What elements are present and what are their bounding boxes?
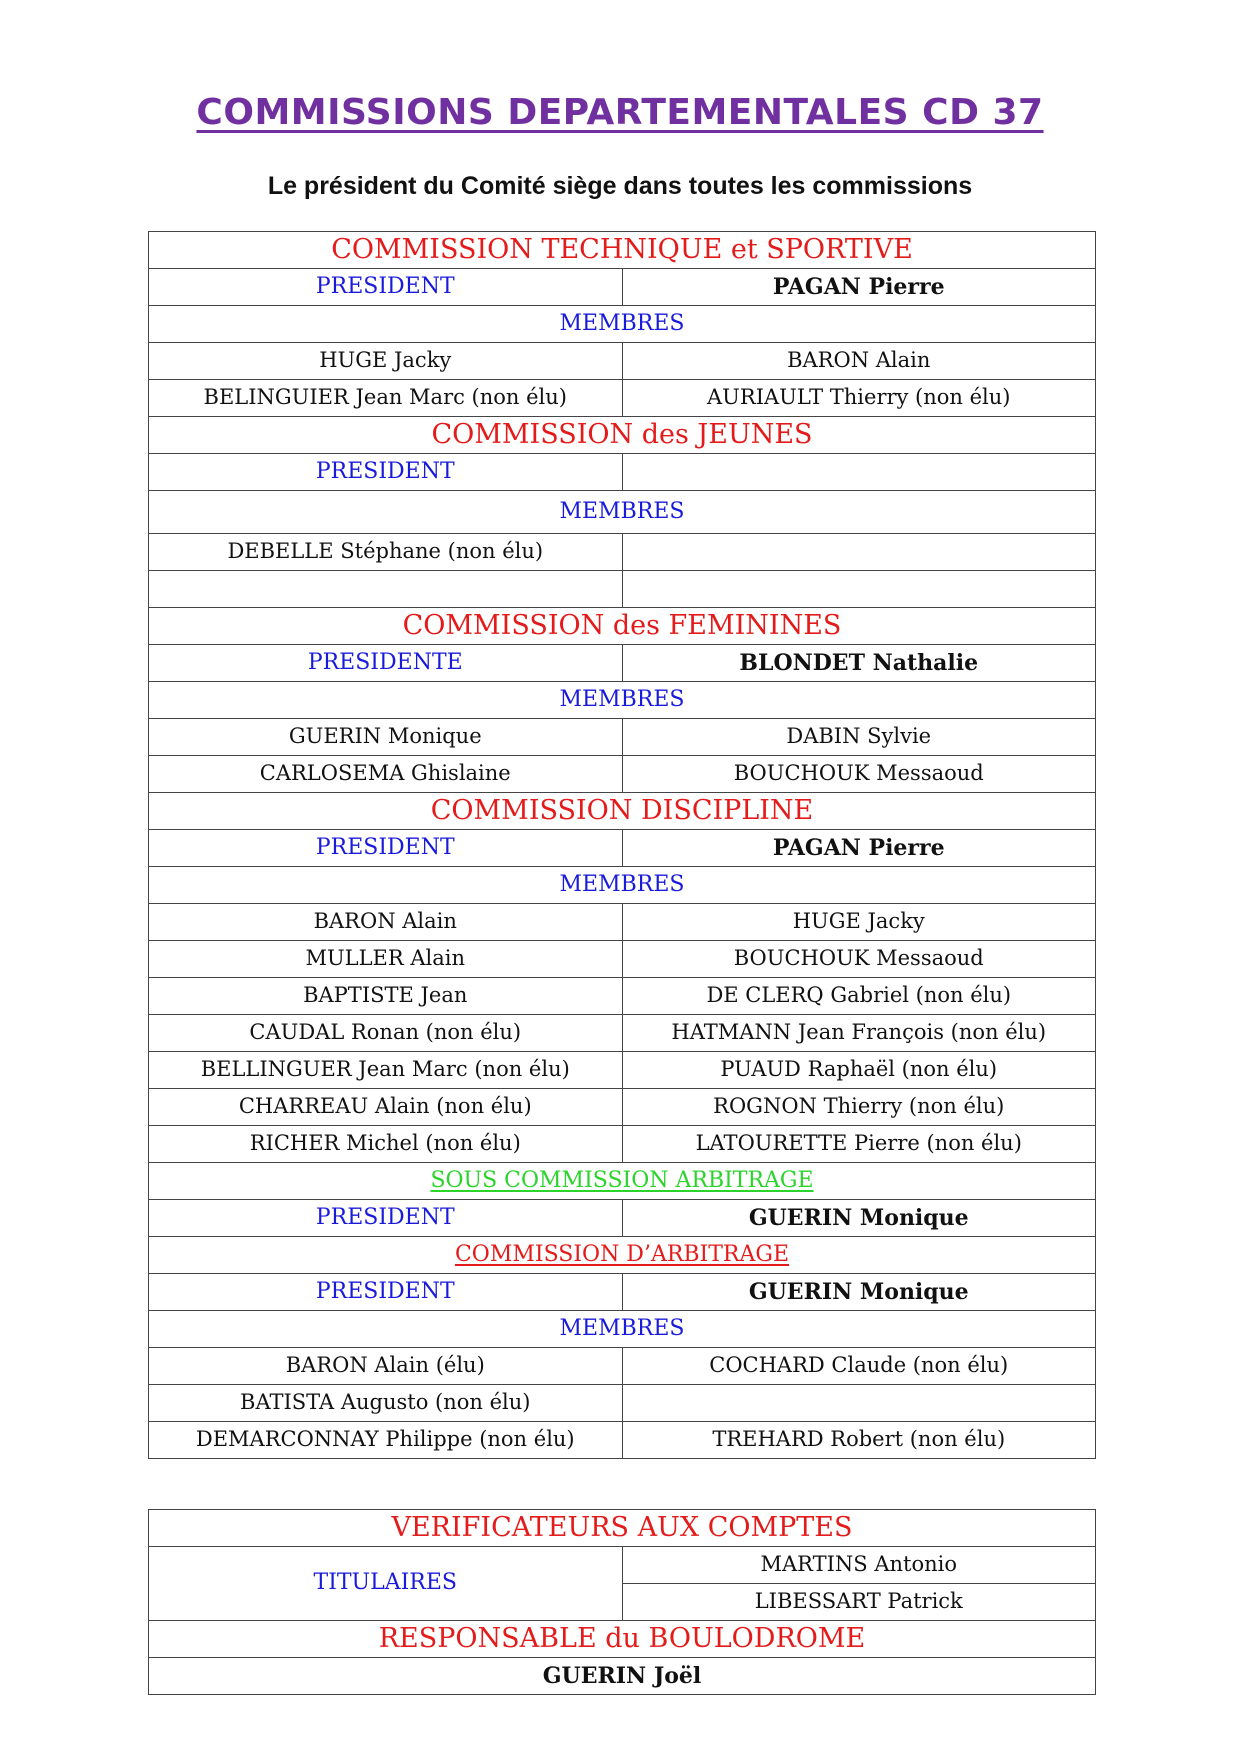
members-label: MEMBRES	[149, 306, 1096, 343]
titulaire-name: MARTINS Antonio	[622, 1547, 1096, 1584]
president-label: PRESIDENT	[149, 454, 623, 491]
president-label: PRESIDENTE	[149, 645, 623, 682]
section-heading-feminines: COMMISSION des FEMININES	[149, 608, 1096, 645]
verificateurs-table	[148, 1509, 1096, 1695]
member-name: GUERIN Monique	[149, 719, 623, 756]
member-name: AURIAULT Thierry (non élu)	[622, 380, 1096, 417]
member-name: TREHARD Robert (non élu)	[622, 1422, 1096, 1459]
member-name: LATOURETTE Pierre (non élu)	[622, 1126, 1096, 1163]
titulaire-name: LIBESSART Patrick	[622, 1584, 1096, 1621]
member-name	[622, 1385, 1096, 1422]
section-heading-jeunes: COMMISSION des JEUNES	[149, 417, 1096, 454]
member-name: MULLER Alain	[149, 941, 623, 978]
member-name: RICHER Michel (non élu)	[149, 1126, 623, 1163]
titulaires-label: TITULAIRES	[149, 1547, 623, 1621]
member-name: ROGNON Thierry (non élu)	[622, 1089, 1096, 1126]
member-name: DEMARCONNAY Philippe (non élu)	[149, 1422, 623, 1459]
president-name: GUERIN Monique	[622, 1274, 1096, 1311]
member-name: BARON Alain (élu)	[149, 1348, 623, 1385]
member-name: CARLOSEMA Ghislaine	[149, 756, 623, 793]
member-name: PUAUD Raphaël (non élu)	[622, 1052, 1096, 1089]
member-name: BOUCHOUK Messaoud	[622, 941, 1096, 978]
member-name: CAUDAL Ronan (non élu)	[149, 1015, 623, 1052]
page-subtitle: Le président du Comité siège dans toutes les commissions	[267, 172, 973, 200]
section-heading-arbitrage: COMMISSION D’ARBITRAGE	[149, 1237, 1096, 1274]
member-name: BAPTISTE Jean	[149, 978, 623, 1015]
member-name: CHARREAU Alain (non élu)	[149, 1089, 623, 1126]
member-name: BELINGUIER Jean Marc (non élu)	[149, 380, 623, 417]
member-name: HUGE Jacky	[622, 904, 1096, 941]
member-name: BARON Alain	[622, 343, 1096, 380]
president-label: PRESIDENT	[149, 830, 623, 867]
member-empty	[149, 571, 623, 608]
members-label: MEMBRES	[149, 1311, 1096, 1348]
page-title: COMMISSIONS DEPARTEMENTALES CD 37	[196, 92, 1044, 133]
member-name: BATISTA Augusto (non élu)	[149, 1385, 623, 1422]
section-heading-technique: COMMISSION TECHNIQUE et SPORTIVE	[149, 232, 1096, 269]
member-name: HUGE Jacky	[149, 343, 623, 380]
member-name: DEBELLE Stéphane (non élu)	[149, 534, 623, 571]
president-label: PRESIDENT	[149, 1274, 623, 1311]
commissions-table	[148, 231, 1096, 1459]
section-heading-boulodrome: RESPONSABLE du BOULODROME	[149, 1621, 1096, 1658]
section-heading-verificateurs: VERIFICATEURS AUX COMPTES	[149, 1510, 1096, 1547]
members-label: MEMBRES	[149, 682, 1096, 719]
member-name: BOUCHOUK Messaoud	[622, 756, 1096, 793]
boulodrome-responsable-name: GUERIN Joël	[149, 1658, 1096, 1695]
member-empty	[622, 534, 1096, 571]
member-name: DABIN Sylvie	[622, 719, 1096, 756]
president-label: PRESIDENT	[149, 1200, 623, 1237]
member-name: COCHARD Claude (non élu)	[622, 1348, 1096, 1385]
members-label: MEMBRES	[149, 867, 1096, 904]
president-label: PRESIDENT	[149, 269, 623, 306]
member-name: HATMANN Jean François (non élu)	[622, 1015, 1096, 1052]
member-empty	[622, 571, 1096, 608]
president-name: BLONDET Nathalie	[622, 645, 1096, 682]
member-name: BARON Alain	[149, 904, 623, 941]
members-label: MEMBRES	[149, 491, 1096, 534]
president-name: PAGAN Pierre	[622, 830, 1096, 867]
president-name: PAGAN Pierre	[622, 269, 1096, 306]
section-heading-sous-arbitrage: SOUS COMMISSION ARBITRAGE	[149, 1163, 1096, 1200]
member-name: DE CLERQ Gabriel (non élu)	[622, 978, 1096, 1015]
president-name-empty	[622, 454, 1096, 491]
president-name: GUERIN Monique	[622, 1200, 1096, 1237]
member-name: BELLINGUER Jean Marc (non élu)	[149, 1052, 623, 1089]
section-heading-discipline: COMMISSION DISCIPLINE	[149, 793, 1096, 830]
